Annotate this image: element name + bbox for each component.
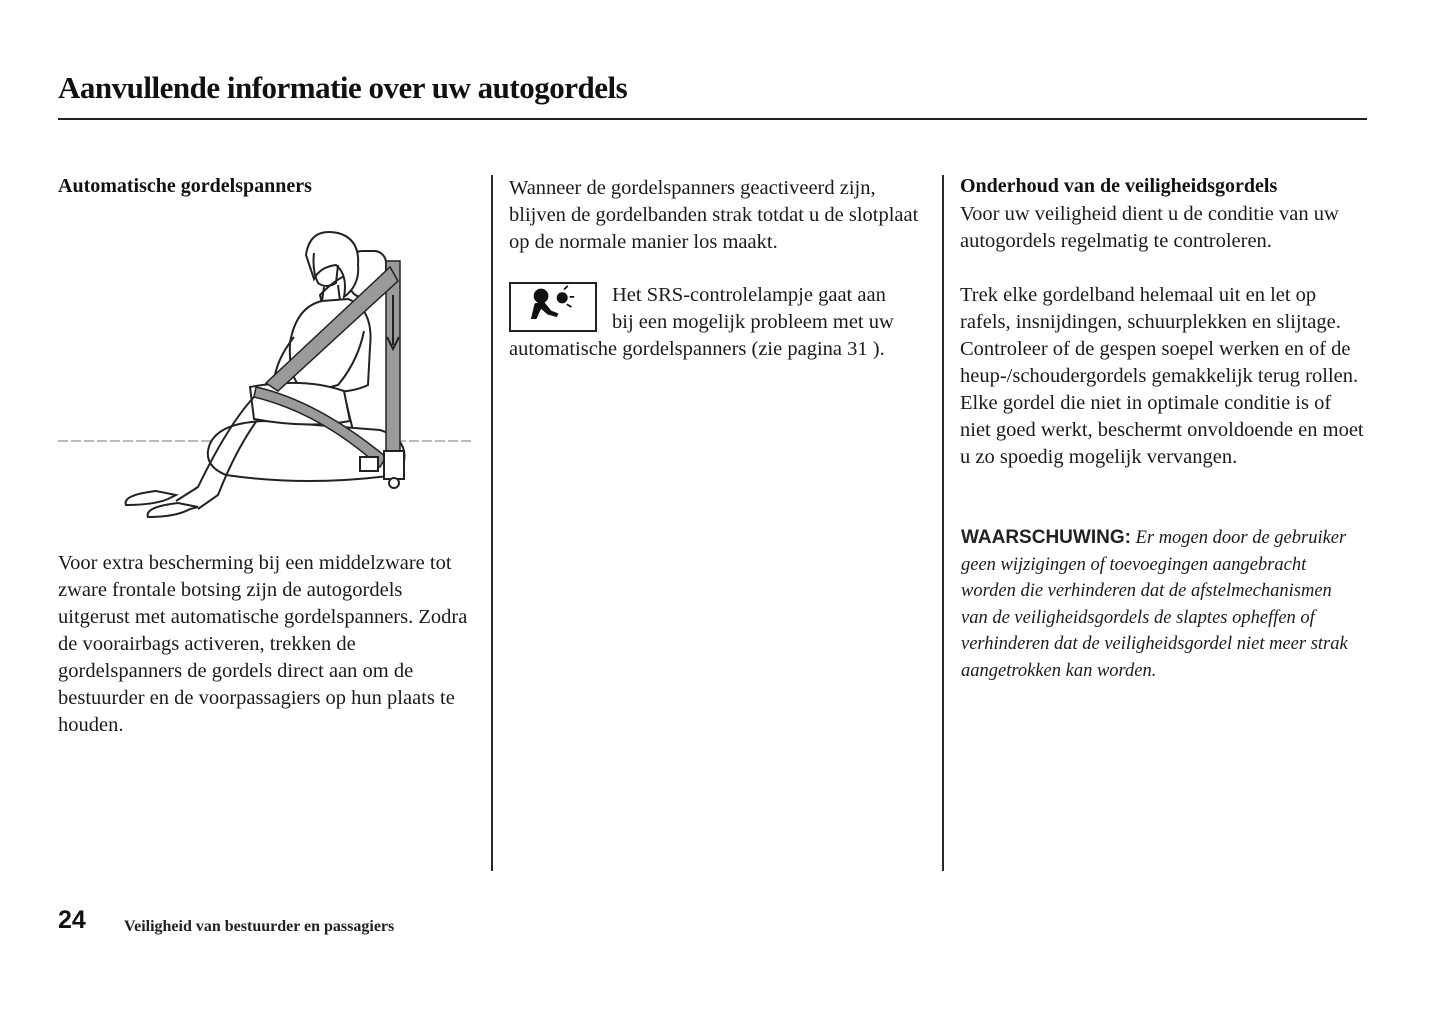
footer-section-title: Veiligheid van bestuurder en passagiers — [124, 918, 395, 935]
warning-block — [961, 525, 1361, 684]
srs-note-line-1: Het SRS-controlelampje gaat aan — [612, 284, 886, 306]
page-title: Aanvullende informatie over uw autogordels — [58, 70, 628, 105]
section-heading-gordelspanners: Automatische gordelspanners — [58, 175, 312, 197]
maintenance-instructions: Trek elke gordelband helemaal uit en let op rafels, insnijdingen, schuurplekken en slijtage. Controleer of de gespen soepel werken en of de heup-/schoudergordels gemakkelijk terug rollen. Elke gordel die niet in optimale conditie is of niet goed werkt, beschermt onvoldoende en moet u zo spoedig mogelijk vervangen. — [960, 284, 1364, 468]
column-divider-right — [942, 175, 944, 871]
pretensioner-description: Voor extra bescherming bij een middelzware tot zware frontale botsing zijn de autogordels uitgerust met automatische gordelspanners. Zodra de voorairbags activeren, trekken de gordelspanners de gordels direct aan om de bestuurder en de voorpassagiers op hun plaats te houden. — [58, 552, 468, 736]
srs-note-line-3: automatische gordelspanners (zie pagina 31 ). — [509, 338, 885, 360]
maintenance-intro: Voor uw veiligheid dient u de conditie van uw autogordels regelmatig te controleren. — [960, 203, 1339, 252]
srs-airbag-indicator-icon — [509, 282, 597, 332]
seated-woman-seatbelt-illustration — [58, 225, 478, 530]
srs-note-line-2: bij een mogelijk probleem met uw — [612, 311, 894, 333]
column-divider-left — [491, 175, 493, 871]
warning-label: WAARSCHUWING: — [961, 527, 1131, 548]
page-number: 24 — [58, 906, 86, 934]
title-rule — [58, 118, 1367, 120]
belt-activation-text: Wanneer de gordelspanners geactiveerd zijn, blijven de gordelbanden strak totdat u de slotplaat op de normale manier los maakt. — [509, 177, 919, 253]
section-heading-onderhoud: Onderhoud van de veiligheidsgordels — [960, 175, 1278, 197]
warning-text: Er mogen door de gebruiker geen wijzigingen of toevoegingen aangebracht worden die verhinderen dat de afstelmechanismen van de veiligheidsgordels de slaptes opheffen of verhinderen dat de veiligheidsgordel niet meer strak aangetrokken kan worden. — [961, 528, 1348, 681]
